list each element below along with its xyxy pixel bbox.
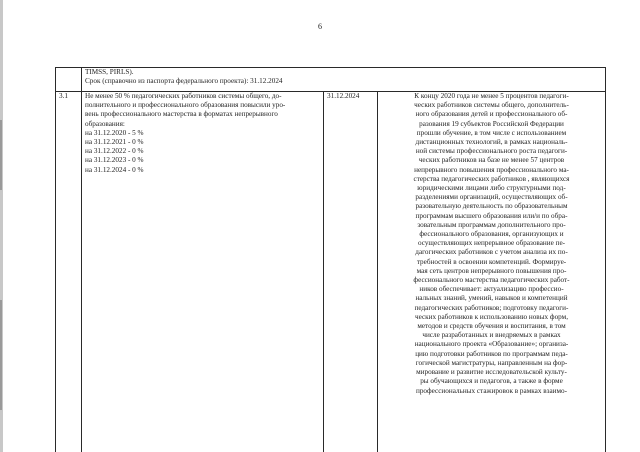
result-line: мая сеть центров непрерывного повышения про- xyxy=(416,266,567,275)
result-line: программам высшего образования или/и по обра- xyxy=(415,211,568,220)
page-number: 6 xyxy=(318,22,322,31)
result-line: зовательным программам дополнительного про- xyxy=(417,220,566,229)
result-line: разования 19 субъектов Российской Федерации xyxy=(419,119,564,128)
result-line: ческих работников системы общего, дополнитель- xyxy=(414,101,569,110)
description-line: образования: xyxy=(85,119,125,128)
result-line: осуществляющих непрерывное образование пе- xyxy=(417,239,566,248)
result-line: ческих работников к использованию новых форм, xyxy=(415,312,568,321)
continuation-line: Срок (справочно из паспорта федерального проекта): 31.12.2024 xyxy=(85,77,283,86)
description-line: Не менее 50 % педагогических работников системы общего, до- xyxy=(85,92,282,100)
table-row-continuation xyxy=(56,68,606,92)
description-line: на 31.12.2023 - 0 % xyxy=(85,156,144,165)
continuation-cell xyxy=(82,68,606,92)
row-date: 31.12.2024 xyxy=(324,92,378,452)
description-line: вень профессионального мастерства в форматах непрерывного xyxy=(85,110,278,119)
description-line: полнительного и профессионального образования повысили уро- xyxy=(85,101,286,110)
row-description xyxy=(82,92,324,452)
result-line: фессионального мастерства педагогических работ- xyxy=(413,276,570,285)
result-line: прошли обучение, в том числе с использованием xyxy=(416,128,567,137)
description-line: на 31.12.2021 - 0 % xyxy=(85,138,144,147)
result-line: ного образования детей и профессионального об- xyxy=(415,110,568,119)
result-line: педагогических работников; подготовку педагоги- xyxy=(414,303,569,312)
result-line: фессионального образования, организующих и xyxy=(419,230,564,239)
result-line: методов и средств обучения и воспитания, в том xyxy=(417,322,566,331)
result-line: гогической магистратуры, направленным на фор- xyxy=(415,358,568,367)
description-line: на 31.12.2024 - 0 % xyxy=(85,165,144,174)
result-line: требностей в освоении компетенций. Формируе- xyxy=(416,257,567,266)
row-number: 3.1 xyxy=(56,92,82,452)
table-cell-empty xyxy=(56,68,82,92)
result-line: мирование и развитие исследовательской культу- xyxy=(416,368,567,377)
result-line: профессиональных стажировок в рамках взаимо- xyxy=(415,386,568,395)
result-line: разовательную деятельность по образовательным xyxy=(415,202,568,211)
row-result xyxy=(378,92,606,452)
result-line: ной системы профессионального роста педагоги- xyxy=(415,147,568,156)
result-line: юридическими лицами либо структурными под- xyxy=(417,184,566,193)
scan-edge-mark xyxy=(0,120,2,190)
result-line: цию подготовки работников по программам педа- xyxy=(415,349,568,358)
result-line: дистанционных технологий, в рамках националь- xyxy=(415,138,568,147)
result-line: К концу 2020 года не менее 5 процентов педагоги- xyxy=(414,92,569,100)
result-line: ры обучающихся и педагогов, а также в форме xyxy=(420,377,563,386)
description-line: на 31.12.2020 - 5 % xyxy=(85,128,144,137)
result-line: ников обеспечивает: актуализацию профессио- xyxy=(419,285,564,294)
result-line: разделениями организаций, осуществляющих об- xyxy=(415,193,568,202)
document-table xyxy=(55,67,606,452)
result-line: числе разработанных и внедряемых в рамках xyxy=(422,331,561,340)
scan-edge-mark xyxy=(0,300,2,410)
result-line: национального проекта «Образование»; организа- xyxy=(414,340,569,349)
result-line: дагогических работников с учетом анализа их по- xyxy=(415,248,568,257)
result-line: нальных знаний, умений, навыков и компетенций xyxy=(415,294,568,303)
result-line: стерства педагогических работников , являющихся xyxy=(413,174,570,183)
continuation-line: TIMSS, PIRLS). xyxy=(85,68,134,76)
description-line: на 31.12.2022 - 0 % xyxy=(85,147,144,156)
table-row xyxy=(56,92,606,452)
result-line: непрерывного повышения профессионального ма- xyxy=(414,165,569,174)
result-line: ческих работников на базе не менее 57 центров xyxy=(418,156,565,165)
